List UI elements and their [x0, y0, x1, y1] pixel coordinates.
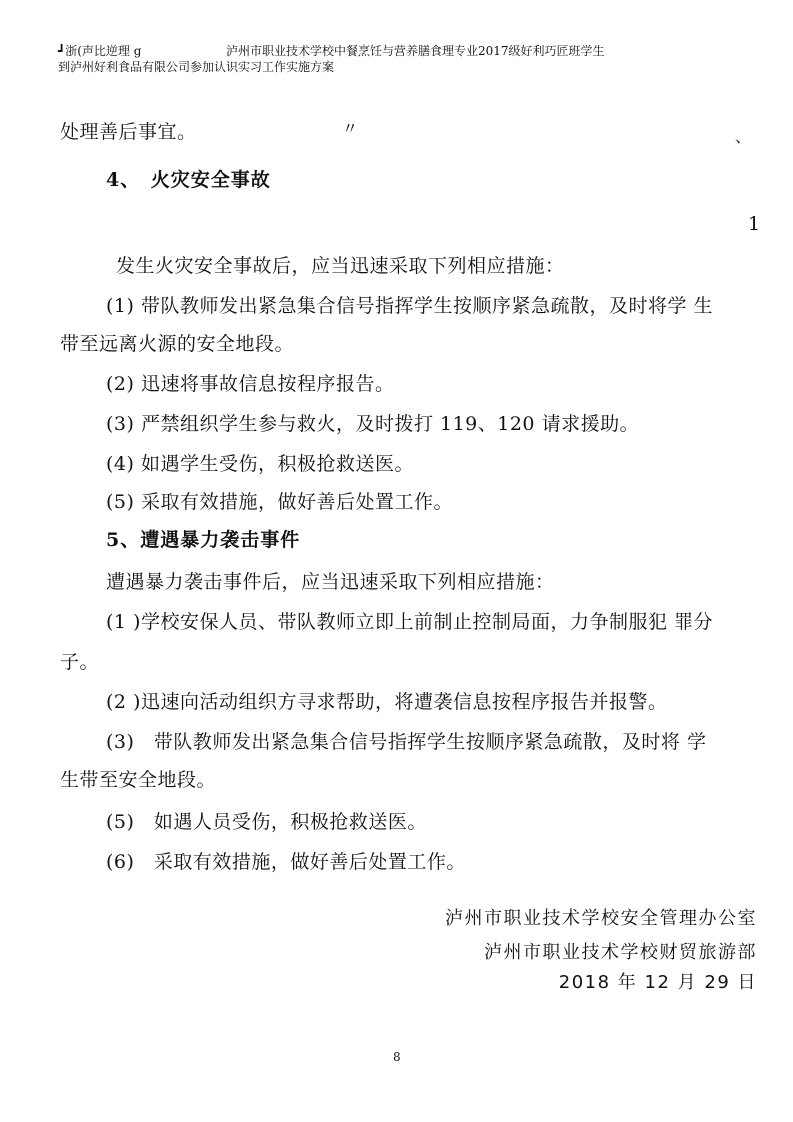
section5-item6: (6) 采取有效措施，做好善后处置工作。 — [106, 851, 466, 873]
section4-item2: (2) 迅速将事故信息按程序报告。 — [106, 373, 395, 395]
section4-item3: (3) 严禁组织学生参与救火，及时拨打 119、120 请求援助。 — [106, 413, 640, 435]
section5-intro: 遭遇暴力袭击事件后，应当迅速采取下列相应措施： — [106, 571, 555, 593]
section4-item1-line2: 带至远离火源的安全地段。 — [60, 333, 295, 355]
section5-item2: (2 )迅速向活动组织方寻求帮助，将遭袭信息按程序报告并报警。 — [106, 691, 668, 713]
section5-item3-line1: (3) 带队教师发出紧急集合信号指挥学生按顺序紧急疏散，及时将 学 — [106, 731, 707, 753]
section4-heading: 4、 火灾安全事故 — [106, 169, 271, 191]
body-line-continuation: 处理善后事宜。 — [60, 121, 197, 143]
section5-heading: 5、遭遇暴力袭击事件 — [106, 529, 301, 551]
signature-date: 2018 年 12 月 29 日 — [558, 972, 757, 993]
section4-intro: 发生火灾安全事故后，应当迅速采取下列相应措施： — [116, 255, 565, 277]
signature-org2: 泸州市职业技术学校财贸旅游部 — [484, 942, 757, 963]
signature-org1: 泸州市职业技术学校安全管理办公室 — [445, 908, 757, 929]
section4-item5: (5) 采取有效措施，做好善后处置工作。 — [106, 491, 453, 513]
header-left-fragment: ┛浙(声比逆理 g — [58, 44, 142, 58]
header-title-line1: 泸州市职业技术学校中餐烹饪与营养膳食理专业2017级好利巧匠班学生 — [226, 44, 605, 58]
stray-comma-mark: 、 — [735, 127, 752, 146]
section5-item5: (5) 如遇人员受伤，积极抢救送医。 — [106, 811, 427, 833]
stray-digit: 1 — [748, 213, 761, 235]
page-number: 8 — [393, 1050, 401, 1064]
section5-item3-line2: 生带至安全地段。 — [60, 769, 217, 791]
section5-item1-line2: 子。 — [60, 651, 100, 673]
section4-item1-line1: (1) 带队教师发出紧急集合信号指挥学生按顺序紧急疏散，及时将学 生 — [106, 295, 713, 317]
stray-quote-mark: 〃 — [342, 119, 359, 138]
header-title-line2: 到泸州好利食品有限公司参加认识实习工作实施方案 — [58, 60, 335, 74]
section5-item1-line1: (1 )学校安保人员、带队教师立即上前制止控制局面，力争制服犯 罪分 — [106, 611, 713, 633]
section4-item4: (4) 如遇学生受伤，积极抢救送医。 — [106, 453, 414, 475]
